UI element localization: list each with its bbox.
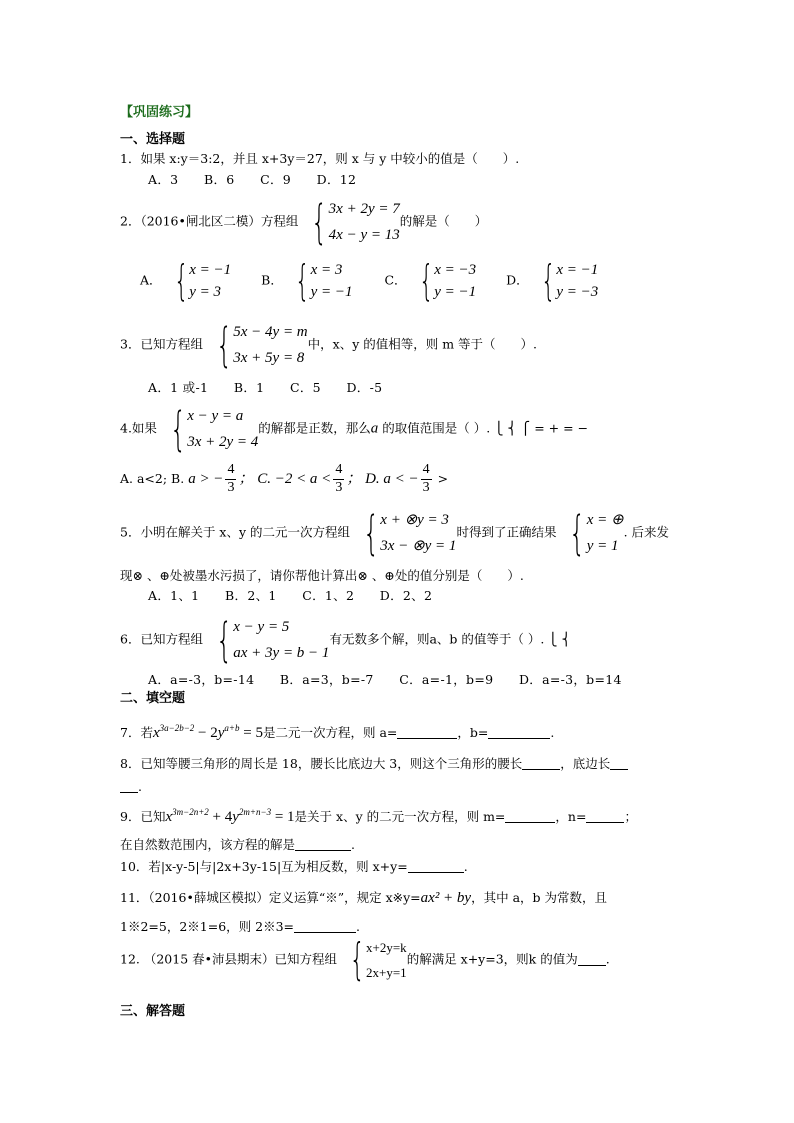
option-b-system: { x = 3 y = −1 [294, 256, 353, 305]
equation-row: y = 3 [189, 283, 222, 300]
question-4-prefix: 4.如果 [120, 420, 157, 436]
equation-row: y = −1 [310, 283, 353, 300]
section-choice-title: 一、选择题 [120, 132, 186, 147]
base-x: x [165, 809, 173, 825]
question-7-b-label: ，b= [457, 725, 489, 740]
question-9-n-label: ，n= [555, 809, 587, 824]
question-12-suffix: 的解满足 x+y=3，则k 的值为 [406, 951, 578, 967]
question-9-prefix: 9．已知 [120, 809, 166, 824]
question-6 [120, 613, 572, 667]
blank-result[interactable] [294, 920, 356, 933]
equation-row: x = 3 [310, 262, 343, 278]
equation-row: x = −1 [556, 262, 599, 278]
equation-row: 3x + 2y = 4 [187, 433, 259, 450]
question-6-suffix: 有无数多个解，则a、b 的值等于（ ）. ⎩ ⎨ [329, 631, 572, 647]
equation-row: x − y = a [187, 408, 244, 424]
question-11-line-2 [120, 920, 360, 934]
fraction-d [421, 462, 432, 497]
expr-mid: + 4 [208, 809, 233, 825]
equation-system-q12: { x+2y=k 2x+y=1 [349, 934, 407, 985]
blank-solution[interactable] [295, 838, 351, 851]
exponent-1: 3a−2b−2 [159, 723, 195, 733]
result-system-q5: { x = ⊕ y = 1 [569, 506, 624, 560]
question-9-line-2-text: 在自然数范围内，该方程的解是 [120, 837, 296, 852]
question-11 [120, 891, 607, 906]
section-answer-title: 三、解答题 [120, 1004, 186, 1019]
question-5-mid: 时得到了正确结果 [456, 524, 557, 540]
option-a-label: A． [140, 272, 162, 288]
question-3-prefix: 3．已知方程组 [120, 336, 203, 352]
equation-row: x = −3 [434, 262, 477, 278]
section-fill-title: 二、填空题 [120, 691, 186, 706]
question-11-line-2-text: 1※2=5，2※1=6，则 2※3= [120, 919, 295, 934]
question-7-suffix: 是二元一次方程，则 a= [262, 725, 398, 740]
question-2-options [140, 256, 599, 305]
option-d-system: { x = −1 y = −3 [540, 256, 599, 305]
equation-row: 2x+y=1 [366, 964, 407, 980]
period: . [351, 837, 355, 852]
numerator: 4 [333, 462, 344, 480]
question-5-line-2: 现⊗ 、⊕处被墨水污损了，请你帮他计算出⊗ 、⊕处的值分别是（ ）. [120, 568, 524, 583]
equation-row: 5x − 4y = m [233, 324, 308, 340]
question-10 [120, 860, 468, 874]
equation-row: x = −1 [189, 262, 232, 278]
exponent-2: 2m+n−3 [238, 807, 272, 817]
question-4-options [120, 462, 448, 497]
equation-row: 3x + 2y = 7 [328, 201, 400, 217]
question-2-prefix: 2．（2016•闸北区二模）方程组 [120, 213, 299, 229]
exponent-2: a+b [224, 723, 240, 733]
question-9-suffix: 是关于 x、y 的二元一次方程，则 m= [294, 809, 506, 824]
denominator: 3 [227, 479, 235, 495]
question-2 [120, 195, 488, 249]
operation-formula: ax² + by [420, 890, 472, 906]
question-10-text: 10．若|x-y-5|与|2x+3y-15|互为相反数，则 x+y= [120, 859, 408, 874]
option-a: A. a<2; B. [120, 470, 185, 486]
period: . [550, 725, 555, 740]
blank-base-b[interactable] [120, 780, 138, 793]
question-12 [120, 934, 610, 985]
question-6-options: A．a=-3，b=-14 B．a=3，b=-7 C．a=-1，b=9 D．a=-3，b=14 [148, 672, 622, 687]
blank-b[interactable] [488, 726, 550, 739]
equation-system-q6: { x − y = 5 ax + 3y = b − 1 [216, 613, 330, 667]
question-11-prefix: 11．（2016•薛城区模拟）定义运算“※”，规定 x※y= [120, 890, 421, 905]
blank-k[interactable] [578, 953, 606, 966]
equation-row: x + ⊗y = 3 [380, 512, 449, 528]
option-d-label: D． [506, 272, 529, 288]
equation-row: ax + 3y = b − 1 [233, 644, 330, 661]
question-8-line-2 [120, 780, 142, 794]
equation-system-q4: { x − y = a 3x + 2y = 4 [170, 402, 259, 456]
option-c-expr: ； C. −2 < a < [238, 470, 332, 487]
base-y: y [232, 809, 239, 825]
question-5-options: A．1、1 B．2、1 C．1、2 D．2、2 [148, 588, 433, 603]
question-6-prefix: 6．已知方程组 [120, 631, 203, 647]
fraction-b [225, 462, 236, 497]
semicolon: ； [624, 809, 637, 824]
question-8-mid: ，底边长 [560, 756, 611, 771]
question-3-suffix: 中，x、y 的值相等，则 m 等于（ ）. [307, 336, 538, 352]
equation-row: y = −3 [556, 283, 599, 300]
question-8 [120, 757, 628, 771]
expr-eq: = 1 [271, 809, 295, 825]
base-x: x [152, 725, 160, 741]
question-1: 1．如果 x:y＝3:2，并且 x+3y＝27，则 x 与 y 中较小的值是（ ）. [120, 151, 520, 166]
question-5 [120, 506, 670, 560]
equation-system-q5: { x + ⊗y = 3 3x − ⊗y = 1 [363, 506, 457, 560]
question-8-text: 8．已知等腰三角形的周长是 18，腰长比底边大 3，则这个三角形的腰长 [120, 756, 523, 771]
equation-row: x − y = 5 [233, 619, 290, 635]
blank-base-a[interactable] [610, 757, 628, 770]
question-5-prefix: 5．小明在解关于 x、y 的二元一次方程组 [120, 524, 351, 540]
question-3-options: A．1 或-1 B．1 C．5 D．-5 [148, 380, 383, 395]
question-2-suffix: 的解是（ ） [399, 213, 488, 229]
equation-system-q2: { 3x + 2y = 7 4x − y = 13 [311, 195, 400, 249]
option-c-system: { x = −3 y = −1 [418, 256, 477, 305]
equation-row: x = ⊕ [586, 512, 624, 528]
equation-row: 4x − y = 13 [328, 226, 400, 243]
equation-row: x+2y=k [366, 940, 407, 955]
exponent-1: 3m−2n+2 [172, 807, 209, 817]
period: . [605, 951, 610, 967]
question-4-suffix: 的解都是正数，那么 [258, 420, 371, 436]
option-d-expr: ； D. a < − [346, 470, 419, 487]
period: . [463, 859, 468, 874]
question-11-suffix: ，其中 a，b 为常数，且 [471, 890, 607, 905]
option-b-label: B． [261, 272, 283, 288]
blank-n[interactable] [586, 810, 624, 823]
question-4-suffix-2: 的取值范围是（ ）. ⎩ ⎨ ⎧ = + = − [378, 420, 589, 436]
question-7-prefix: 7．若 [120, 725, 153, 740]
numerator: 4 [225, 462, 236, 480]
period: . [356, 919, 361, 934]
denominator: 3 [422, 479, 430, 495]
equation-row: y = −1 [434, 283, 477, 300]
question-1-options: A．3 B．6 C．9 D．12 [148, 172, 357, 187]
equation-row: y = 1 [586, 537, 619, 554]
denominator: 3 [335, 479, 343, 495]
option-a-system: { x = −1 y = 3 [173, 256, 232, 305]
blank-m[interactable] [505, 810, 555, 823]
expr-eq: = 5 [239, 725, 263, 741]
question-9 [120, 808, 637, 825]
question-5-suffix: . 后来发 [623, 524, 670, 540]
period: . [138, 779, 142, 794]
blank-a[interactable] [397, 726, 457, 739]
equation-row: 3x − ⊗y = 1 [380, 537, 457, 554]
equation-system-q3: { 5x − 4y = m 3x + 5y = 8 [216, 318, 308, 372]
question-3 [120, 318, 538, 372]
option-c-label: C． [384, 272, 407, 288]
equation-row: 3x + 5y = 8 [233, 349, 305, 366]
numerator: 4 [421, 462, 432, 480]
question-7 [120, 724, 554, 741]
option-d-tail: > [433, 470, 449, 486]
question-9-line-2 [120, 838, 355, 852]
exercise-heading: 【巩固练习】 [120, 105, 199, 120]
blank-leg[interactable] [522, 757, 560, 770]
option-b-expr: a > − [188, 470, 224, 487]
fraction-c [333, 462, 344, 497]
question-4 [120, 402, 589, 456]
base-y: y [217, 725, 225, 741]
question-12-prefix: 12. （2015 春•沛县期末）已知方程组 [120, 951, 338, 967]
expr-mid: − 2 [194, 725, 218, 741]
variable-a: a [370, 420, 379, 437]
blank-sum[interactable] [408, 860, 464, 873]
